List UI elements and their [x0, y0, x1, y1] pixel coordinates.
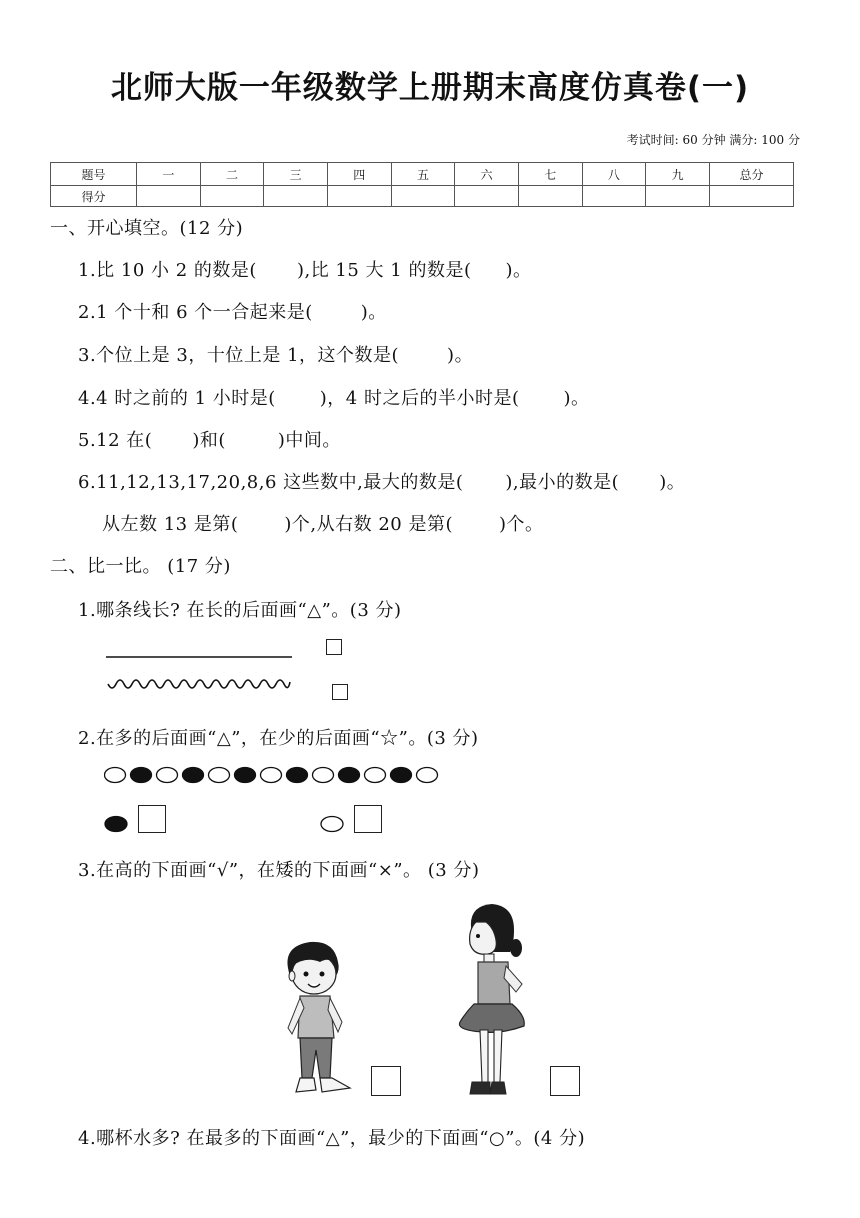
white-oval-icon	[417, 768, 438, 783]
score-input-cell[interactable]	[200, 186, 264, 207]
black-oval-icon	[287, 768, 308, 783]
question-2-4: 4.哪杯水多? 在最多的下面画“△”，最少的下面画“○”。(4 分)	[78, 1128, 586, 1149]
question-1-4: 4.4 时之前的 1 小时是( )，4 时之后的半小时是( )。	[78, 388, 590, 409]
white-oval-icon	[105, 768, 126, 783]
white-oval-icon	[320, 814, 346, 834]
answer-box[interactable]	[354, 805, 382, 833]
score-header-cell: 六	[455, 163, 519, 186]
black-oval-icon	[339, 768, 360, 783]
question-1-6: 6.11,12,13,17,20,8,6 这些数中,最大的数是( ),最小的数是( )。	[78, 472, 686, 493]
question-1-6-continued: 从左数 13 是第( )个,从右数 20 是第( )个。	[102, 514, 544, 535]
answer-box[interactable]	[138, 805, 166, 833]
question-1-3: 3.个位上是 3，十位上是 1，这个数是( )。	[78, 345, 474, 366]
girl-figure-icon	[452, 900, 532, 1100]
score-header-cell: 四	[327, 163, 391, 186]
score-header-cell: 九	[646, 163, 710, 186]
white-oval-icon	[261, 768, 282, 783]
black-oval-icon	[391, 768, 412, 783]
exam-info: 考试时间: 60 分钟 满分: 100 分	[626, 133, 800, 147]
lines-comparison-figure	[104, 648, 296, 698]
question-1-2: 2.1 个十和 6 个一合起来是( )。	[78, 302, 387, 323]
answer-box[interactable]	[326, 639, 342, 655]
black-oval-icon	[131, 768, 152, 783]
answer-box[interactable]	[550, 1066, 580, 1096]
section1-heading: 一、开心填空。(12 分)	[50, 218, 244, 239]
score-input-cell[interactable]	[455, 186, 519, 207]
white-oval-icon	[209, 768, 230, 783]
score-input-cell[interactable]	[264, 186, 328, 207]
question-2-3: 3.在高的下面画“√”，在矮的下面画“×”。 (3 分)	[78, 860, 480, 881]
ovals-pattern-row	[104, 766, 444, 784]
white-oval-icon	[313, 768, 334, 783]
section2-heading: 二、比一比。 (17 分)	[50, 556, 231, 577]
black-oval-icon	[183, 768, 204, 783]
score-header-cell: 一	[137, 163, 201, 186]
score-input-cell[interactable]	[137, 186, 201, 207]
wavy-line	[108, 680, 290, 688]
boy-figure-icon	[276, 938, 360, 1100]
score-header-cell: 二	[200, 163, 264, 186]
score-header-cell: 八	[582, 163, 646, 186]
score-input-cell[interactable]	[582, 186, 646, 207]
score-input-cell[interactable]	[518, 186, 582, 207]
exam-title: 北师大版一年级数学上册期末高度仿真卷(一)	[110, 70, 750, 106]
question-1-5: 5.12 在( )和( )中间。	[78, 430, 341, 451]
score-row-label: 得分	[51, 186, 137, 207]
white-oval-icon	[157, 768, 178, 783]
score-header-cell: 三	[264, 163, 328, 186]
score-table-header-row	[51, 163, 794, 186]
score-table-score-row	[51, 186, 794, 207]
score-input-cell[interactable]	[646, 186, 710, 207]
black-oval-icon	[235, 768, 256, 783]
score-header-cell: 总分	[710, 163, 794, 186]
score-input-cell[interactable]	[391, 186, 455, 207]
score-header-cell: 七	[518, 163, 582, 186]
answer-box[interactable]	[332, 684, 348, 700]
question-1-1: 1.比 10 小 2 的数是( ),比 15 大 1 的数是( )。	[78, 260, 532, 281]
black-oval-icon	[104, 814, 130, 834]
score-header-cell: 题号	[51, 163, 137, 186]
score-header-cell: 五	[391, 163, 455, 186]
question-2-2: 2.在多的后面画“△”，在少的后面画“☆”。(3 分)	[78, 728, 479, 749]
white-oval-icon	[365, 768, 386, 783]
score-table	[50, 162, 794, 207]
score-input-cell[interactable]	[327, 186, 391, 207]
answer-box[interactable]	[371, 1066, 401, 1096]
score-input-cell[interactable]	[710, 186, 794, 207]
question-2-1: 1.哪条线长? 在长的后面画“△”。(3 分)	[78, 600, 402, 621]
